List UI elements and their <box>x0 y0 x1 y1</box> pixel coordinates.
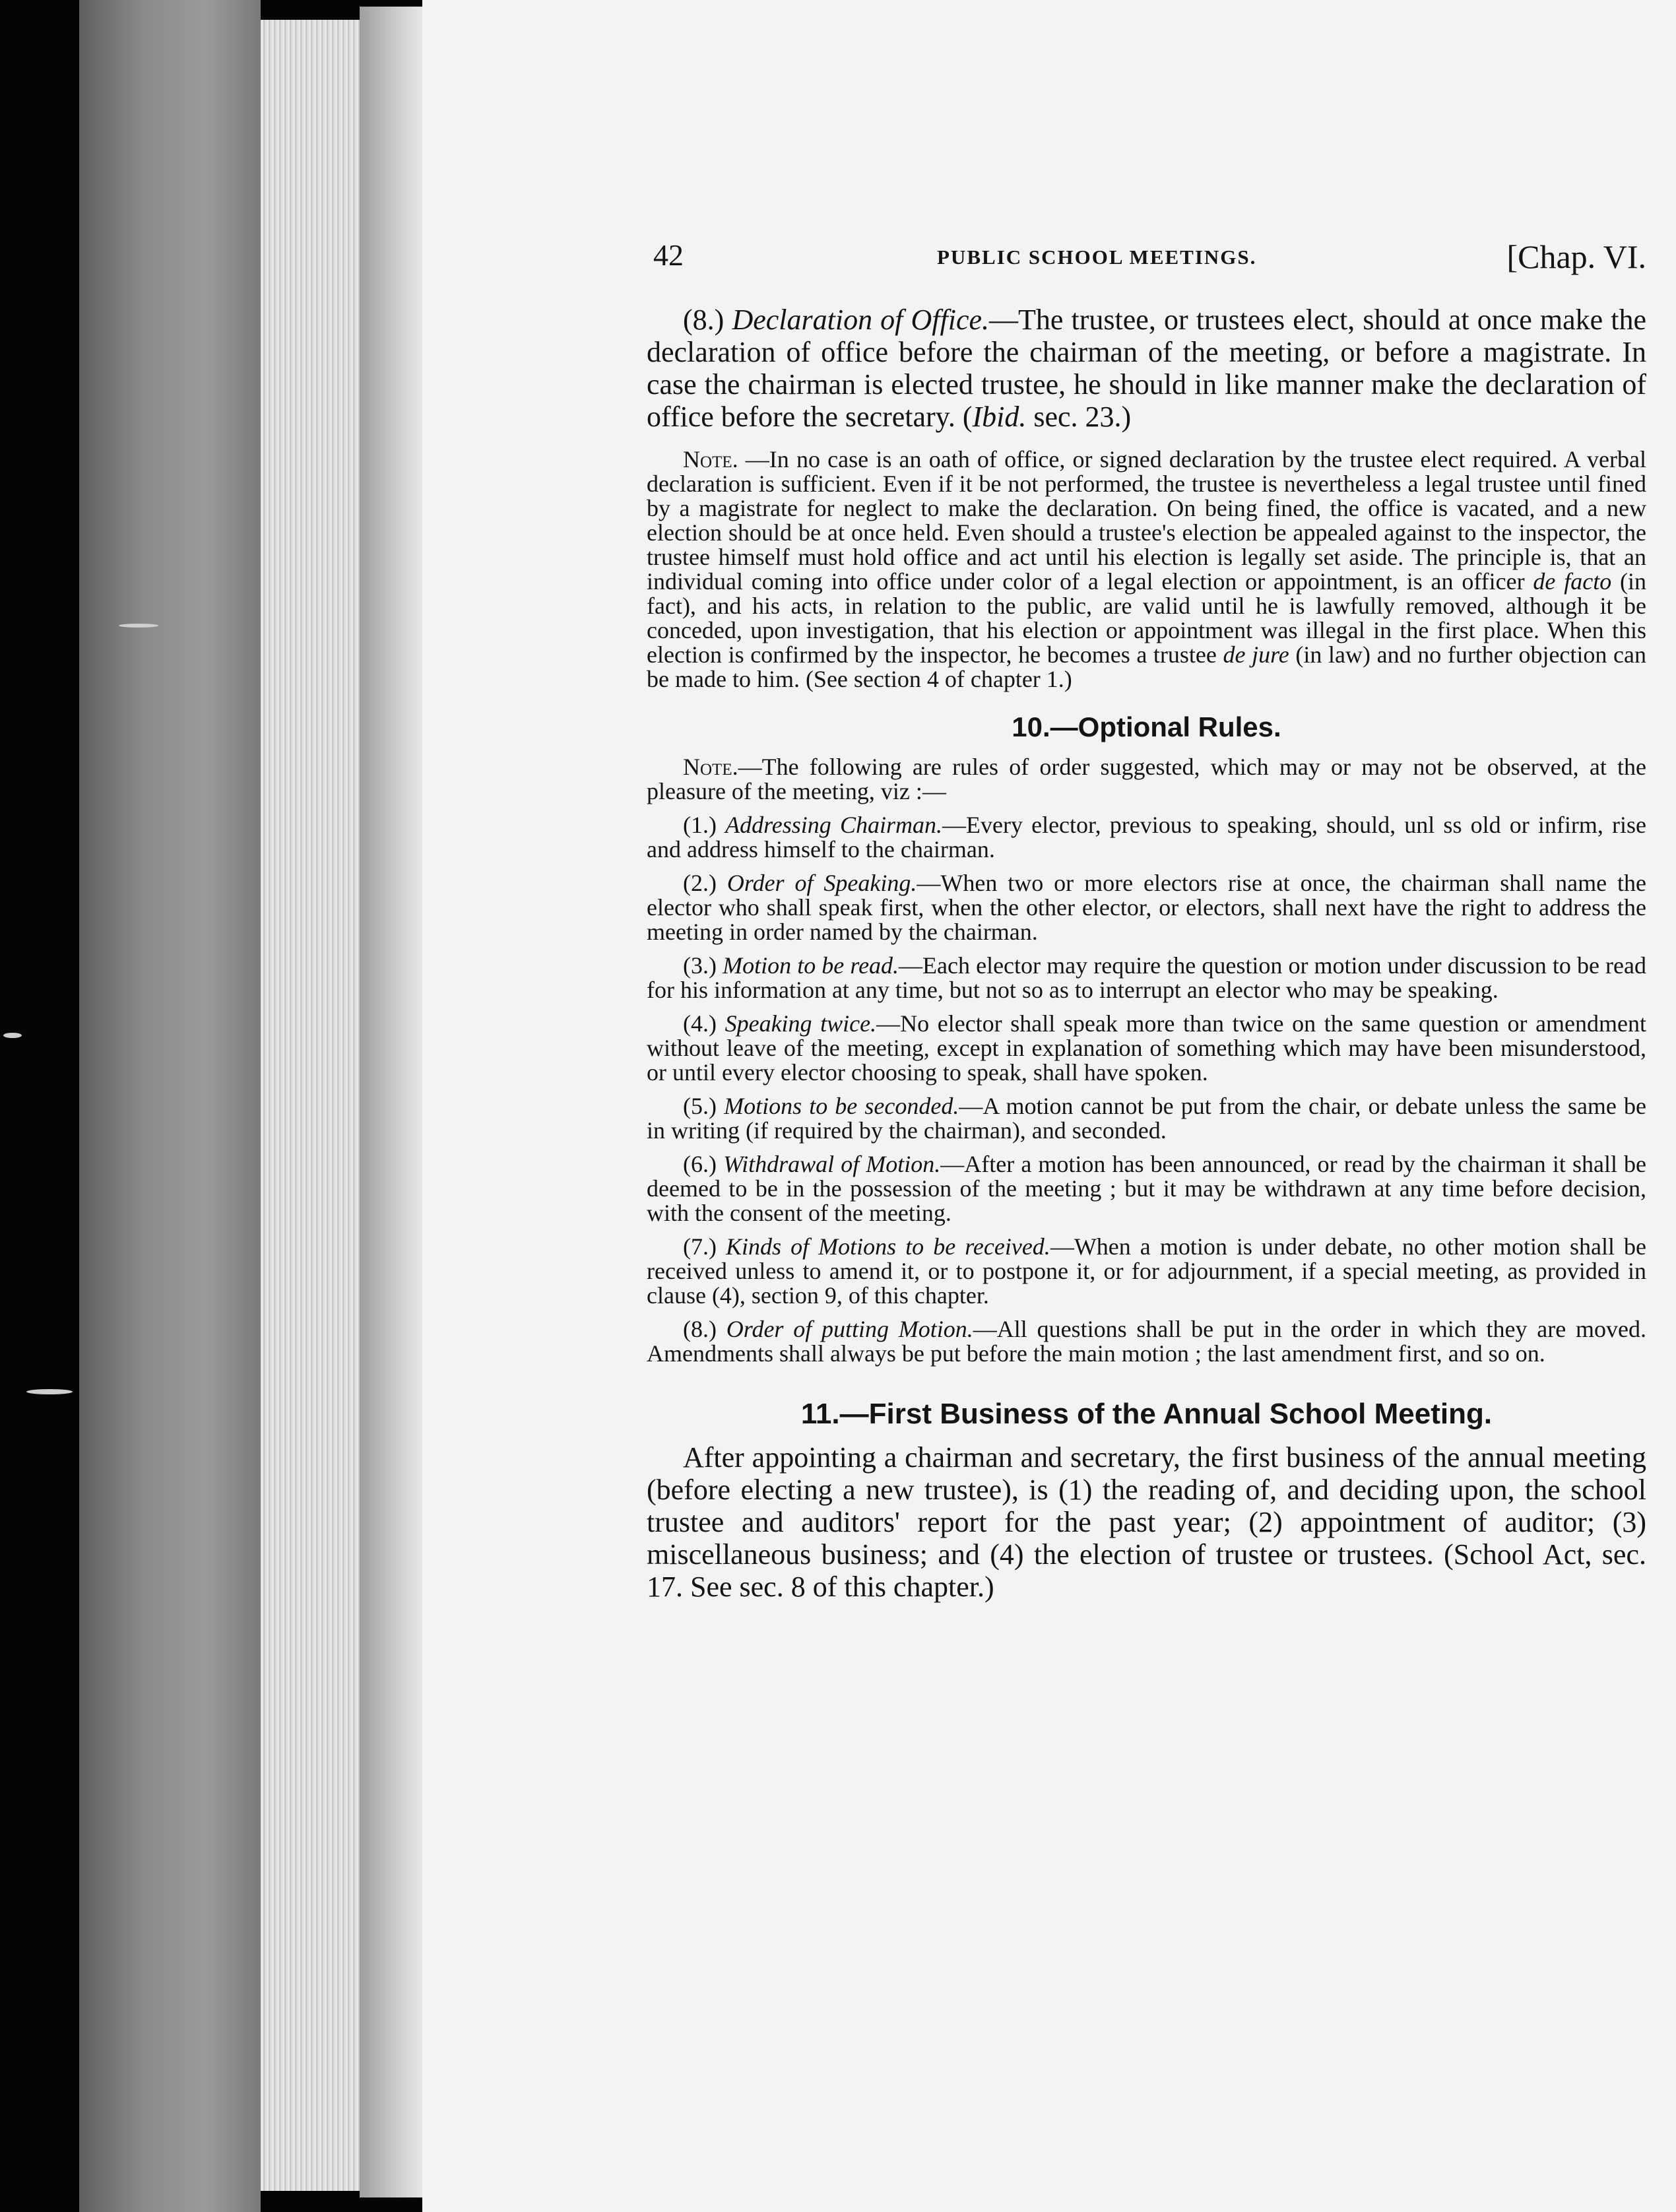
section-8-text: —The trustee, or trustees elect, should at once make the declaration of office before the chairman of the meeting, or before a magistrate. In case the chairman is elected trustee, he should in like manner make the declaration of office before the secretary. <box>647 304 1647 433</box>
note-1-de-jure: de jure <box>1223 641 1289 668</box>
section-8-paragraph <box>647 304 1646 433</box>
page-number: 42 <box>653 238 684 272</box>
section-10-heading: 10.—Optional Rules. <box>1012 711 1281 742</box>
rule-text: —Every elector, previous to speaking, should, unl ss old or infirm, rise and address himself to the chairman. <box>647 812 1647 862</box>
rule-text: —Each elector may require the question or motion under discussion to be read for his information at any time, but not so as to interrupt an elector who may be speaking. <box>647 952 1646 1003</box>
scan-speck <box>119 624 158 628</box>
section-10-note-label: Note. <box>683 754 738 780</box>
rule-text: —When a motion is under debate, no other motion shall be received unless to amend it, or to postpone it, or for adjournment, if a special meeting, as provided in clause (4), section 9, of this chapter. <box>647 1233 1647 1309</box>
rule-title: Motion to be read. <box>723 952 899 979</box>
section-11-paragraph: After appointing a chairman and secretary, the first business of the annual meeting (before electing a new trustee), is (1) the reading of, and deciding upon, the school trustee and auditors' report for the past year; (2) appointment of auditor; (3) miscellaneous business; and (4) the election of trustee or trustees. (School Act, sec. 17. See sec. 8 of this chapter.) <box>647 1441 1646 1603</box>
rule-text: —A motion cannot be put from the chair, or debate unless the same be in writing (if required by the chairman), and seconded. <box>647 1093 1646 1144</box>
citation-open: ( <box>962 401 973 433</box>
note-1-label: Note. <box>683 446 738 472</box>
chapter-label: [Chap. VI. <box>1506 238 1646 275</box>
rule-number: (6.) <box>683 1151 717 1177</box>
rule-item <box>647 871 1646 944</box>
rule-title: Withdrawal of Motion. <box>723 1151 941 1177</box>
running-header <box>653 238 1646 284</box>
rule-item <box>647 1094 1646 1143</box>
rule-item <box>647 1235 1646 1308</box>
note-1-de-facto: de facto <box>1533 568 1612 595</box>
rule-text: —After a motion has been announced, or read by the chairman it shall be deemed to be in the possession of the meeting ; but it may be withdrawn at any time before decision, with the consent of the meeting. <box>647 1151 1647 1226</box>
rule-title: Kinds of Motions to be received. <box>726 1233 1050 1260</box>
page-edges <box>261 20 360 2191</box>
rules-list <box>647 813 1646 1366</box>
page-content <box>647 304 1646 1603</box>
rule-number: (2.) <box>683 870 717 896</box>
section-8-title: Declaration of Office. <box>732 304 990 336</box>
note-1-text-a: —In no case is an oath of office, or signed declaration by the trustee elect required. A verbal declaration is sufficient. Even if it be not performed, the trustee is nevertheless a legal trustee until fined by a magistrate for neglect to make the declaration. On being fined, the office is vacated, and a new election should be at once held. Even should a trustee's election be appealed against to the inspector, the trustee himself must hold office and act until his election is legally set aside. The principle is, that an individual coming into office under color of a legal election or appointment, is an officer <box>647 446 1646 595</box>
rule-number: (1.) <box>683 812 717 838</box>
rule-number: (7.) <box>683 1233 717 1260</box>
page-gutter <box>360 7 426 2197</box>
section-11-heading: 11.—First Business of the Annual School Meeting. <box>800 1398 1493 1430</box>
rule-number: (8.) <box>683 1316 717 1342</box>
note-1-text-b: (in fact), and his acts, in relation to the public, are valid until he is lawfully removed, although it be conceded, upon investigation, that his election or appointment was illegal in the first place. When this election is confirmed by the inspector, he becomes a trustee <box>647 568 1647 668</box>
section-8-number: (8.) <box>683 304 725 336</box>
rule-title: Motions to be seconded. <box>724 1093 959 1119</box>
note-1-text-c: (in law) and no further objection can be made to him. (See section 4 of chapter 1.) <box>647 641 1646 692</box>
rule-item <box>647 1317 1646 1366</box>
rule-item <box>647 954 1646 1002</box>
rule-number: (4.) <box>683 1010 717 1037</box>
rule-text: —No elector shall speak more than twice on the same question or amendment without leave of the meeting, except in explanation of something which may have been misunderstood, or until every elector choosing to speak, shall have spoken. <box>647 1010 1647 1086</box>
rule-text: —When two or more electors rise at once, the chairman shall name the elector who shall speak first, when the other elector, or electors, shall next have the right to address the meeting in order named by the chairman. <box>647 870 1647 945</box>
rule-item <box>647 813 1646 862</box>
citation-rest: sec. 23.) <box>1026 401 1132 433</box>
book-page <box>422 0 1676 2212</box>
book-cover-edge <box>79 0 261 2212</box>
rule-text: —All questions shall be put in the order in which they are moved. Amendments shall always be put before the main motion ; the last amendment first, and so on. <box>647 1316 1646 1367</box>
rule-number: (5.) <box>683 1093 717 1119</box>
rule-title: Addressing Chairman. <box>725 812 942 838</box>
rule-item <box>647 1152 1646 1225</box>
section-10-note-text: —The following are rules of order suggested, which may or may not be observed, at the pleasure of the meeting, viz :— <box>647 754 1646 804</box>
rule-title: Order of putting Motion. <box>726 1316 973 1342</box>
section-10-note <box>647 755 1646 804</box>
rule-number: (3.) <box>683 952 717 979</box>
rule-title: Order of Speaking. <box>726 870 917 896</box>
running-title: PUBLIC SCHOOL MEETINGS. <box>937 245 1257 269</box>
citation-ibid: Ibid. <box>972 401 1027 433</box>
note-1-paragraph <box>647 447 1646 692</box>
rule-title: Speaking twice. <box>725 1010 877 1037</box>
rule-item <box>647 1012 1646 1085</box>
scan-speck <box>26 1389 73 1394</box>
scan-speck <box>3 1033 22 1038</box>
